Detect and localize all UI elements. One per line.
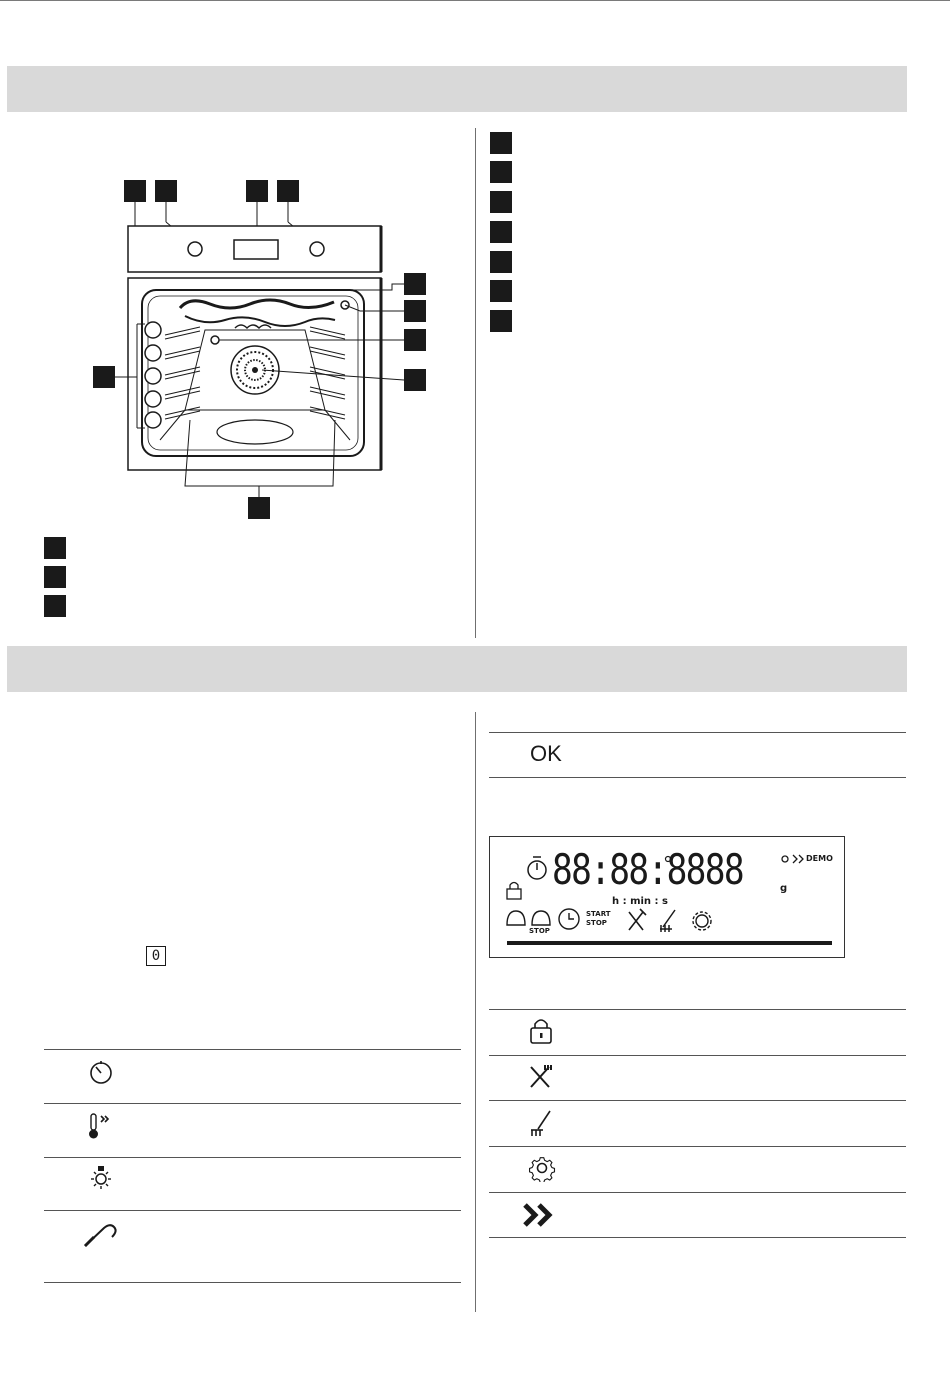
callout-1: [124, 180, 146, 202]
legend-marker: [44, 566, 66, 588]
callout-left: [93, 366, 115, 388]
display-gram-label: g: [780, 883, 788, 894]
legend-marker: [490, 191, 512, 213]
legend-marker: [490, 280, 512, 302]
table-rule: [489, 1146, 906, 1147]
callout-2: [155, 180, 177, 202]
legend-marker: [490, 310, 512, 332]
callout-right-3: [404, 329, 426, 351]
legend-marker: [44, 537, 66, 559]
lamp-icon: [88, 1164, 116, 1192]
display-start-label: START: [586, 910, 611, 918]
callout-right-4: [404, 369, 426, 391]
table-rule: [44, 1282, 461, 1283]
table-rule: [489, 732, 906, 733]
column-divider: [475, 128, 476, 638]
table-rule: [489, 1055, 906, 1056]
callout-3: [246, 180, 268, 202]
lock-icon: [528, 1016, 554, 1046]
callout-right-1: [404, 273, 426, 295]
table-rule: [44, 1210, 461, 1211]
cleaning-brush-icon: [528, 1109, 554, 1137]
table-rule: [489, 1100, 906, 1101]
timer-icon: [88, 1059, 114, 1085]
display-digits: 88:88:8888: [552, 845, 743, 894]
display-stop-label: STOP: [529, 927, 550, 935]
food-sensor-icon: [82, 1222, 118, 1248]
display-units-label: h : min : s: [612, 896, 668, 907]
table-rule: [44, 1049, 461, 1050]
display-stop-label-2: STOP: [586, 919, 607, 927]
callout-4: [277, 180, 299, 202]
cutlery-icon: [527, 1063, 555, 1091]
section-banner-control-panel: [7, 646, 907, 692]
zero-key-icon: 0: [146, 946, 166, 966]
legend-marker: [44, 595, 66, 617]
table-rule: [489, 1237, 906, 1238]
top-rule: [0, 0, 950, 1]
table-rule: [44, 1103, 461, 1104]
table-rule: [489, 1192, 906, 1193]
column-divider: [475, 712, 476, 1312]
settings-gear-icon: [528, 1154, 556, 1182]
legend-marker: [490, 132, 512, 154]
display-panel: [489, 836, 845, 958]
callout-bottom: [248, 497, 270, 519]
double-chevron-icon: [522, 1202, 562, 1228]
legend-marker: [490, 221, 512, 243]
legend-marker: [490, 161, 512, 183]
oven-diagram: [60, 170, 440, 530]
fast-heat-up-icon: [86, 1112, 116, 1142]
section-banner-overview: [7, 66, 907, 112]
table-rule: [489, 777, 906, 778]
callout-right-2: [404, 300, 426, 322]
table-rule: [44, 1157, 461, 1158]
display-demo-label: DEMO: [806, 854, 833, 863]
legend-marker: [490, 251, 512, 273]
table-rule: [489, 1009, 906, 1010]
ok-key-icon: OK: [530, 741, 562, 766]
